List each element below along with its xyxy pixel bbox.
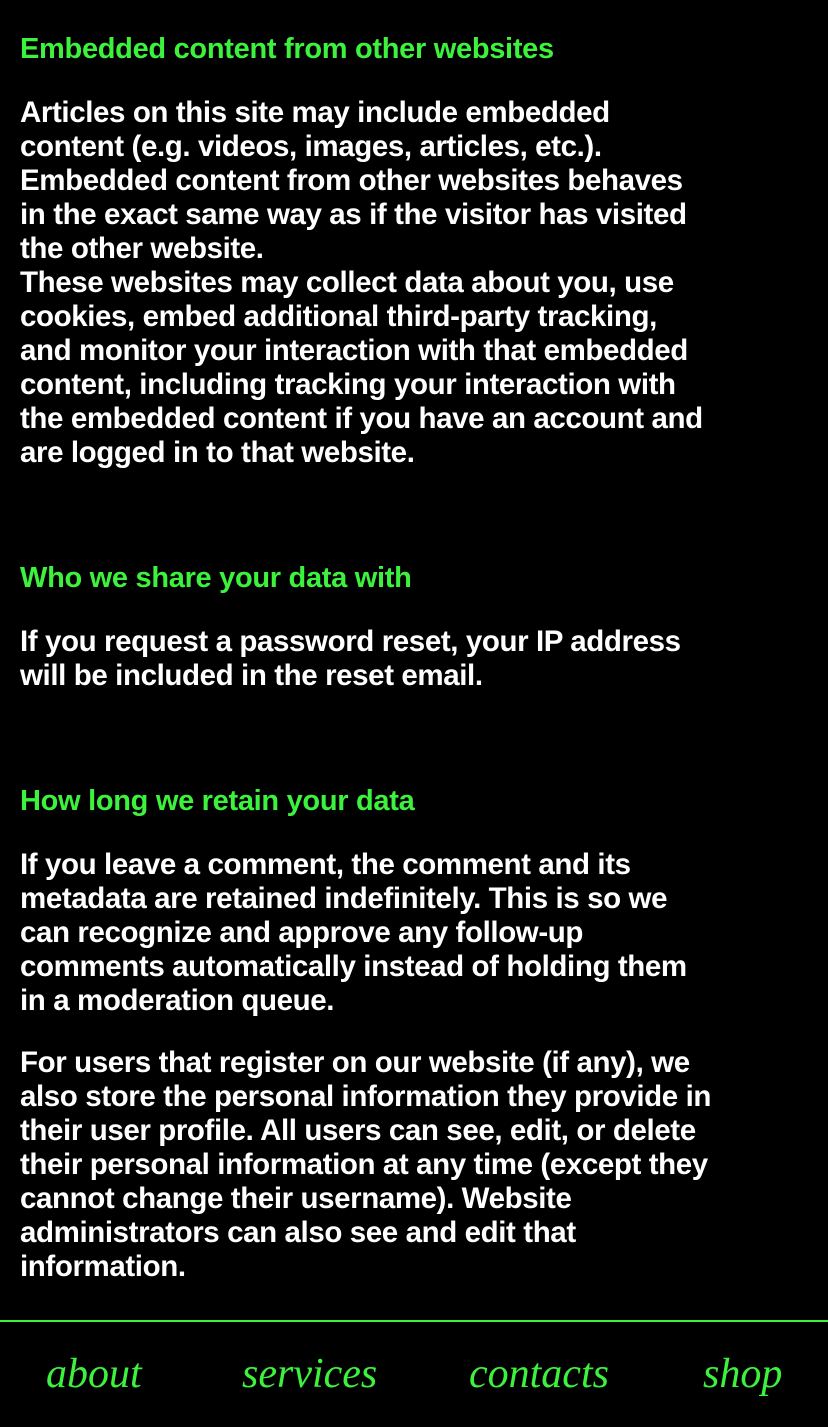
paragraph-line: comments automatically instead of holding them — [20, 950, 687, 983]
paragraph-line: in the exact same way as if the visitor has visited — [20, 198, 687, 231]
paragraph-line: administrators can also see and edit that — [20, 1216, 576, 1249]
nav-link-shop[interactable]: shop — [703, 1351, 783, 1397]
section-paragraph-share-data — [20, 625, 810, 693]
paragraph-line: content (e.g. videos, images, articles, etc.). — [20, 130, 602, 163]
section-heading-embedded-content: Embedded content from other websites — [20, 33, 554, 65]
paragraph-line: their user profile. All users can see, edit, or delete — [20, 1114, 696, 1147]
paragraph-line: If you request a password reset, your IP address — [20, 625, 681, 658]
paragraph-line: Embedded content from other websites behaves — [20, 164, 683, 197]
paragraph-line: content, including tracking your interaction with — [20, 368, 676, 401]
paragraph-line: cannot change their username). Website — [20, 1182, 572, 1215]
nav-link-about[interactable]: about — [46, 1351, 142, 1397]
paragraph-line: cookies, embed additional third-party tracking, — [20, 300, 657, 333]
section-paragraph-retain-users — [20, 1046, 810, 1284]
footer-divider — [0, 1320, 828, 1322]
nav-link-services[interactable]: services — [242, 1351, 378, 1397]
paragraph-line: in a moderation queue. — [20, 984, 335, 1017]
paragraph-line: their personal information at any time (except they — [20, 1148, 708, 1181]
paragraph-line: will be included in the reset email. — [20, 659, 483, 692]
section-heading-retain-data: How long we retain your data — [20, 785, 415, 817]
footer-nav — [0, 1348, 828, 1408]
paragraph-line: For users that register on our website (if any), we — [20, 1046, 690, 1079]
section-heading-share-data: Who we share your data with — [20, 562, 412, 594]
paragraph-line: and monitor your interaction with that embedded — [20, 334, 688, 367]
paragraph-line: These websites may collect data about you, use — [20, 266, 674, 299]
paragraph-line: information. — [20, 1250, 186, 1283]
paragraph-line: If you leave a comment, the comment and its — [20, 848, 631, 881]
section-paragraph-embedded-content — [20, 96, 810, 470]
paragraph-line: also store the personal information they provide in — [20, 1080, 711, 1113]
paragraph-line: are logged in to that website. — [20, 436, 415, 469]
paragraph-line: the embedded content if you have an account and — [20, 402, 703, 435]
paragraph-line: metadata are retained indefinitely. This is so we — [20, 882, 668, 915]
section-paragraph-retain-comments — [20, 848, 810, 1018]
nav-link-contacts[interactable]: contacts — [469, 1351, 609, 1397]
paragraph-line: Articles on this site may include embedded — [20, 96, 610, 129]
paragraph-line: can recognize and approve any follow-up — [20, 916, 584, 949]
paragraph-line: the other website. — [20, 232, 264, 265]
